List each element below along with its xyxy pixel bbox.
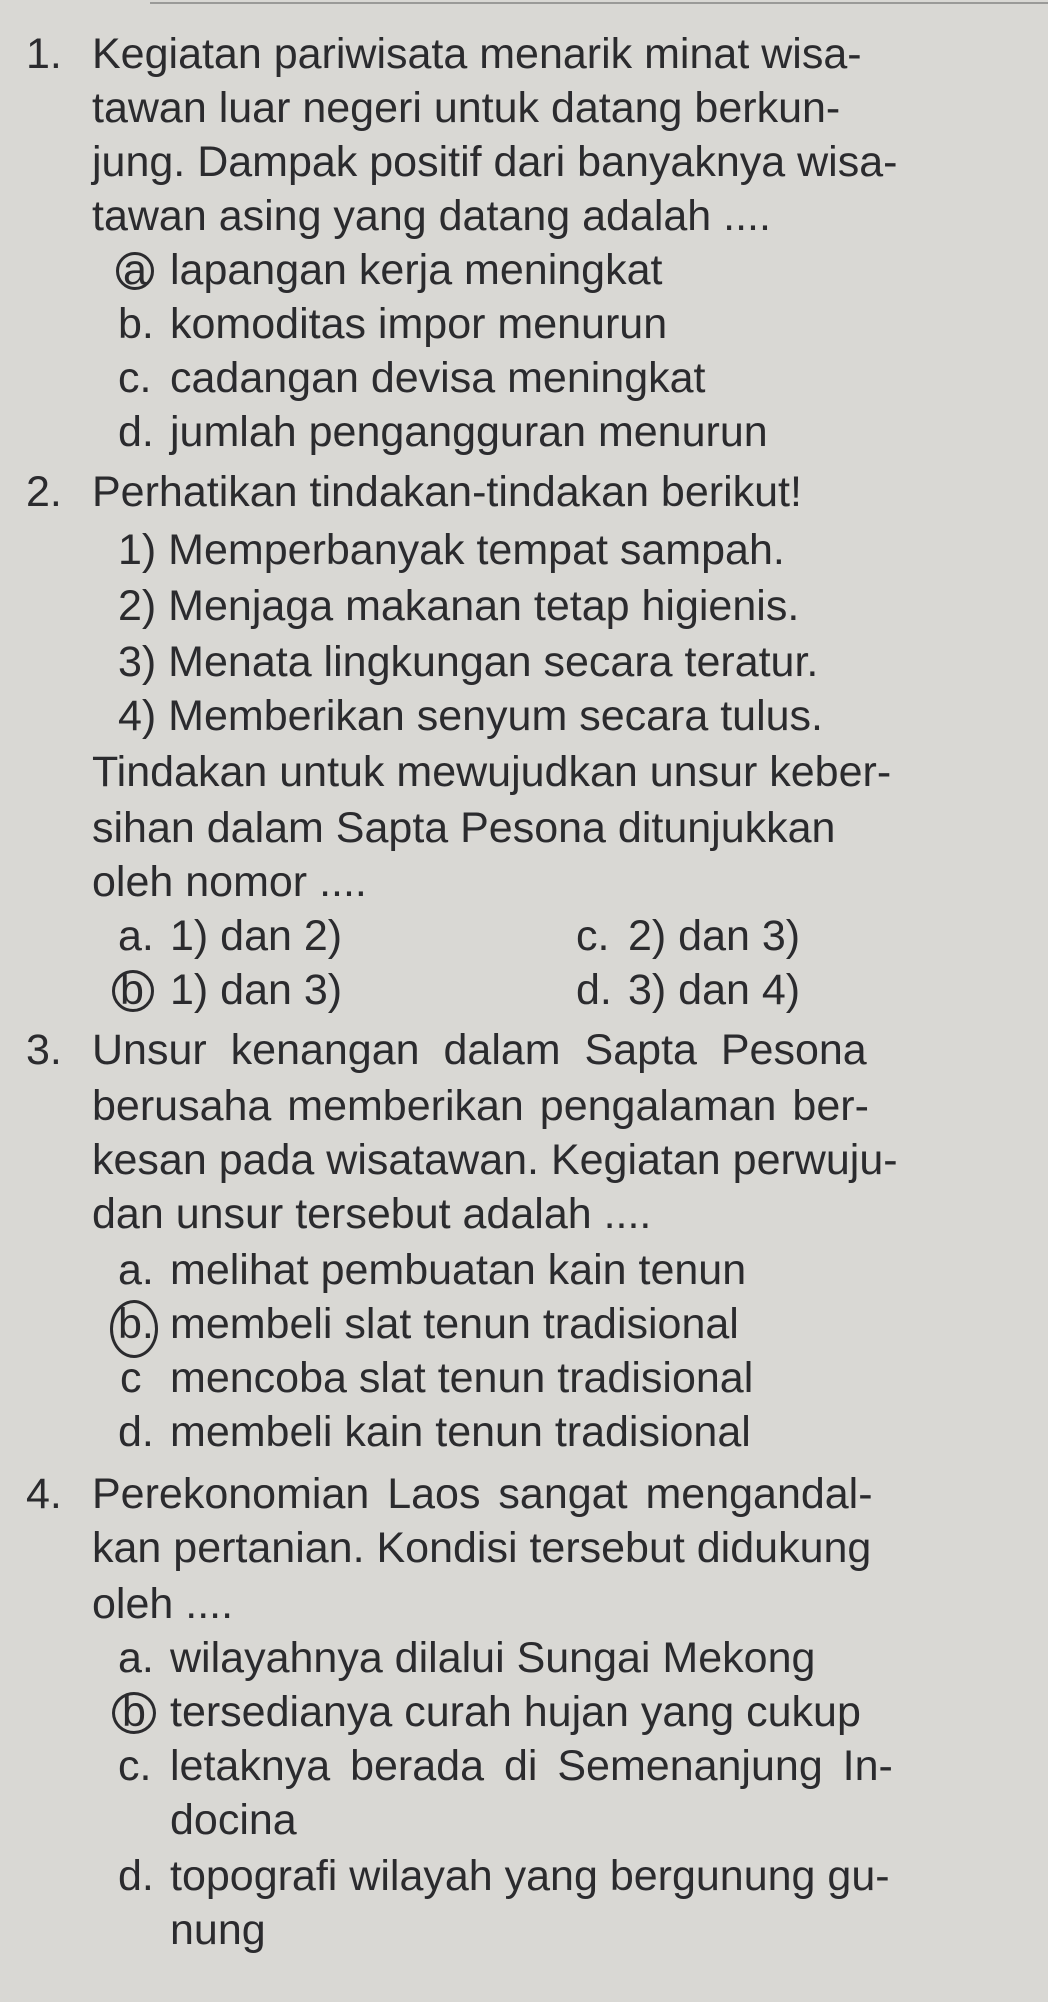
option-text: membeli kain tenun tradisional <box>170 1408 751 1456</box>
statement-item: 3) Menata lingkungan secara teratur. <box>118 638 819 686</box>
option-text: topografi wilayah yang bergunung gu- <box>170 1852 890 1900</box>
question-number: 1. <box>26 30 62 78</box>
question-stem-line: sihan dalam Sapta Pesona ditunjukkan <box>92 804 836 852</box>
option-text: membeli slat tenun tradisional <box>170 1300 739 1348</box>
option-text: melihat pembuatan kain tenun <box>170 1246 747 1294</box>
option-letter: a <box>123 246 147 294</box>
option-letter: b. <box>118 300 154 348</box>
option-letter: b. <box>118 1300 154 1348</box>
option-letter: b <box>120 966 144 1014</box>
option-letter: b <box>122 1688 146 1736</box>
statement-item: 1) Memperbanyak tempat sampah. <box>118 526 785 574</box>
option-letter: a. <box>118 1246 154 1294</box>
option-letter: d. <box>118 408 154 456</box>
option-text-continued: nung <box>170 1906 266 1954</box>
option-text: tersedianya curah hujan yang cukup <box>170 1688 861 1736</box>
option-text: jumlah pengangguran menurun <box>170 408 768 456</box>
question-stem-line: Perekonomian Laos sangat mengandal- <box>92 1470 873 1518</box>
question-stem-line: kan pertanian. Kondisi tersebut didukung <box>92 1524 872 1572</box>
question-stem-line: berusaha memberikan pengalaman ber- <box>92 1082 869 1130</box>
option-letter: c. <box>576 912 610 960</box>
question-stem-line: jung. Dampak positif dari banyaknya wisa- <box>92 138 898 186</box>
option-text: 3) dan 4) <box>628 966 801 1014</box>
option-text: 2) dan 3) <box>628 912 801 960</box>
question-stem-line: oleh .... <box>92 1580 234 1628</box>
option-letter: d. <box>118 1408 154 1456</box>
answer-circle-mark <box>110 1300 158 1358</box>
page-top-rule <box>150 2 1048 4</box>
option-text: 1) dan 3) <box>170 966 343 1014</box>
option-letter: c. <box>118 354 152 402</box>
option-letter: d. <box>576 966 612 1014</box>
question-stem-line: tawan asing yang datang adalah .... <box>92 192 771 240</box>
option-text-continued: docina <box>170 1796 297 1844</box>
statement-item: 4) Memberikan senyum secara tulus. <box>118 692 824 740</box>
option-text: lapangan kerja meningkat <box>170 246 663 294</box>
question-stem-line: kesan pada wisatawan. Kegiatan perwuju- <box>92 1136 898 1184</box>
question-number: 2. <box>26 468 62 516</box>
question-number: 4. <box>26 1470 62 1518</box>
question-intro: Perhatikan tindakan-tindakan berikut! <box>92 468 802 516</box>
option-text: mencoba slat tenun tradisional <box>170 1354 754 1402</box>
question-stem-line: Unsur kenangan dalam Sapta Pesona <box>92 1026 867 1074</box>
question-stem-line: Tindakan untuk mewujudkan unsur keber- <box>92 748 892 796</box>
option-text: komoditas impor menurun <box>170 300 668 348</box>
option-text: letaknya berada di Semenanjung In- <box>170 1742 893 1790</box>
statement-item: 2) Menjaga makanan tetap higienis. <box>118 582 800 630</box>
option-text: 1) dan 2) <box>170 912 343 960</box>
option-text: wilayahnya dilalui Sungai Mekong <box>170 1634 816 1682</box>
option-letter: c. <box>118 1742 152 1790</box>
question-number: 3. <box>26 1026 62 1074</box>
option-letter: a. <box>118 1634 154 1682</box>
option-letter: d. <box>118 1852 154 1900</box>
question-stem-line: Kegiatan pariwisata menarik minat wisa- <box>92 30 862 78</box>
question-stem-line: dan unsur tersebut adalah .... <box>92 1190 652 1238</box>
option-text: cadangan devisa meningkat <box>170 354 706 402</box>
option-letter: c <box>120 1354 142 1402</box>
option-letter: a. <box>118 912 154 960</box>
question-stem-line: tawan luar negeri untuk datang berkun- <box>92 84 841 132</box>
question-stem-line: oleh nomor .... <box>92 858 367 906</box>
